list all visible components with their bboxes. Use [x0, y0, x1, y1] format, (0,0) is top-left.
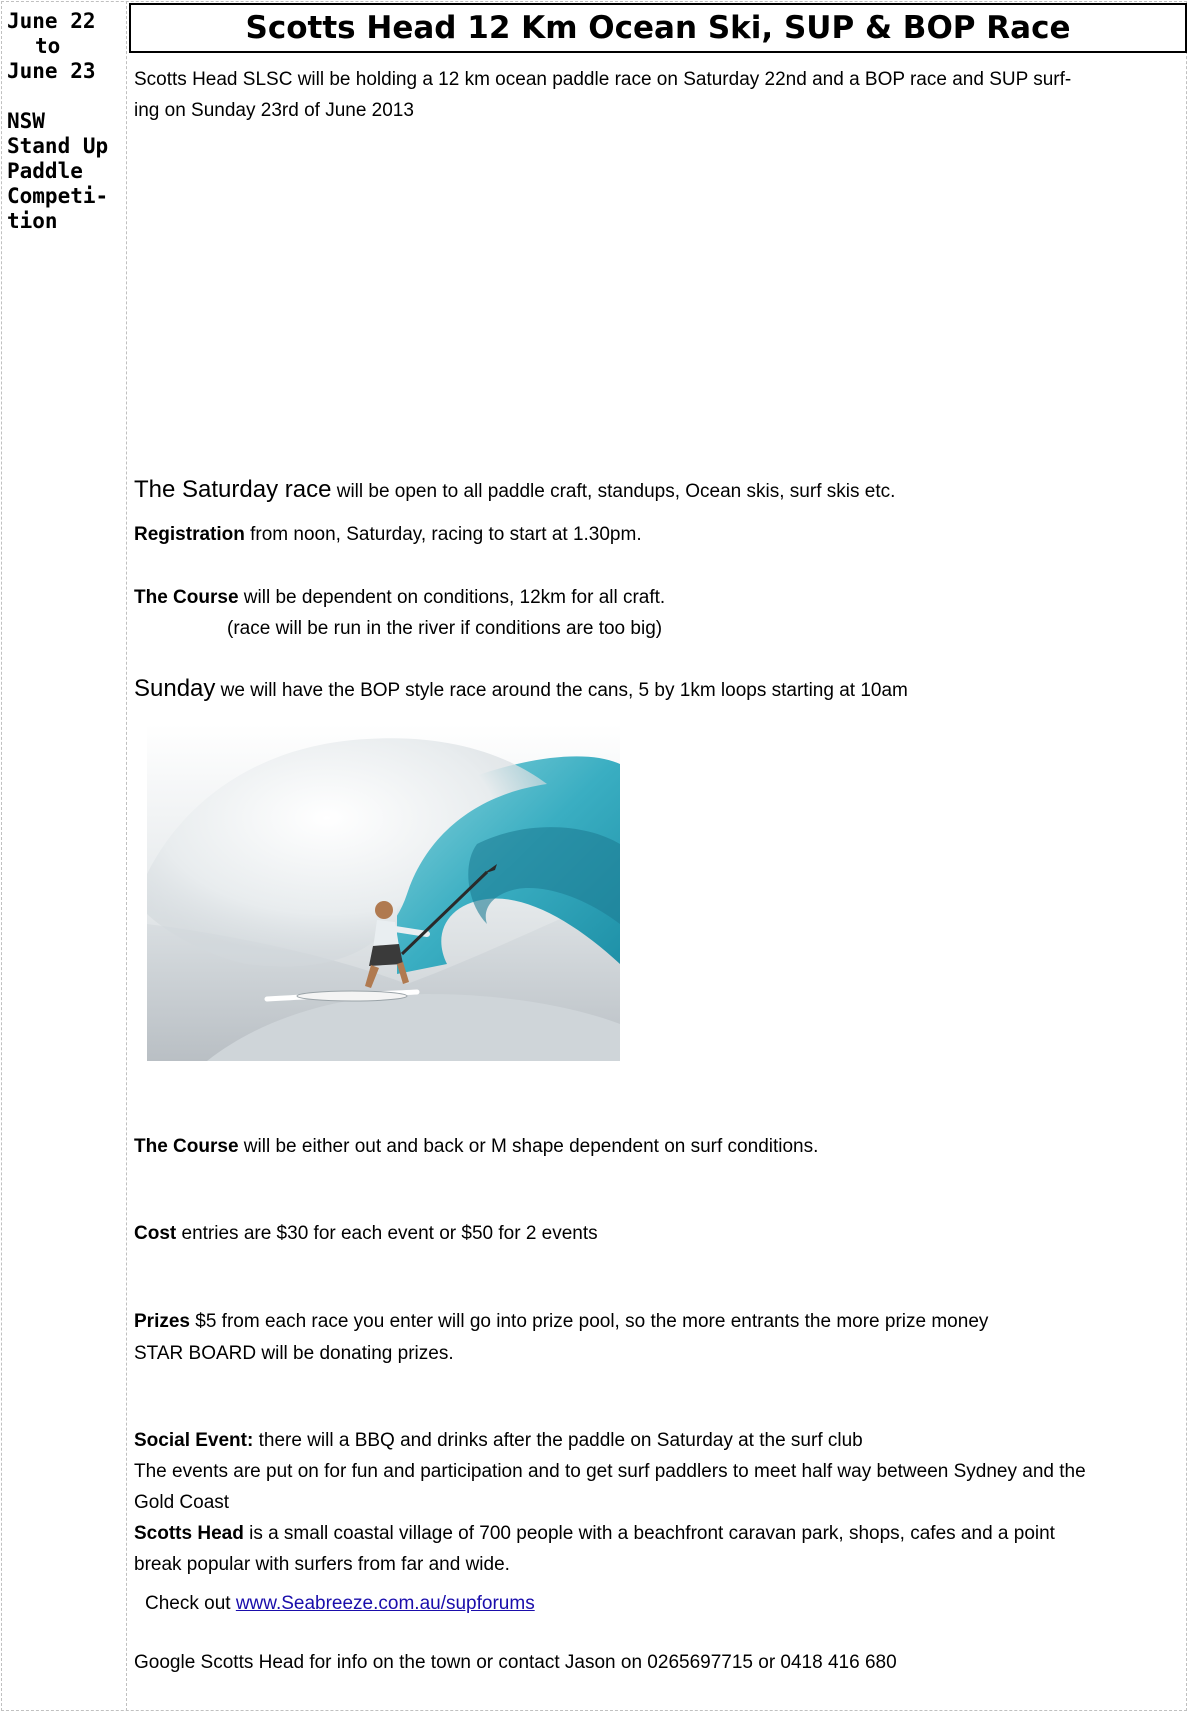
sunday-heading: Sunday: [134, 675, 216, 702]
social-text: there will a BBQ and drinks after the paddle on Saturday at the surf club: [253, 1430, 863, 1451]
course1-note: (race will be run in the river if conditions are too big): [227, 618, 663, 639]
course1-paragraph: [134, 582, 665, 613]
social-line-2: The events are put on for fun and participation and to get surf paddlers to meet half way between Sydney and the: [134, 1461, 1086, 1482]
registration-paragraph: [134, 519, 642, 550]
sidebar-label-line: Stand Up: [7, 134, 109, 158]
prizes-text: $5 from each race you enter will go into prize pool, so the more entrants the more prize money: [189, 1311, 989, 1332]
sidebar-label-line: Competi-: [7, 184, 109, 208]
sunday-text: we will have the BOP style race around the cans, 5 by 1km loops starting at 10am: [215, 680, 908, 701]
contact-paragraph: Google Scotts Head for info on the town or contact Jason on 0265697715 or 0418 416 680: [134, 1652, 897, 1673]
social-label: Social Event:: [134, 1430, 254, 1451]
page-title: Scotts Head 12 Km Ocean Ski, SUP & BOP Race: [129, 3, 1187, 53]
cost-label: Cost: [134, 1223, 177, 1244]
intro-line-2: ing on Sunday 23rd of June 2013: [134, 100, 414, 121]
sidebar-label-line: Paddle: [7, 159, 83, 183]
cost-text: entries are $30 for each event or $50 for 2 events: [176, 1223, 598, 1244]
scotts-paragraph: [134, 1518, 1055, 1549]
prizes-line-2: STAR BOARD will be donating prizes.: [134, 1343, 454, 1364]
checkout-paragraph: [145, 1588, 535, 1619]
intro-line-1: Scotts Head SLSC will be holding a 12 km ocean paddle race on Saturday 22nd and a BOP race and SUP surf-: [134, 69, 1072, 90]
saturday-text: will be open to all paddle craft, standups, Ocean skis, surf skis etc.: [331, 481, 896, 502]
sunday-paragraph: [134, 673, 908, 706]
prizes-paragraph: [134, 1306, 988, 1337]
course2-paragraph: [134, 1131, 818, 1162]
sidebar: [1, 1, 127, 1711]
registration-text: from noon, Saturday, racing to start at 1.30pm.: [244, 524, 642, 545]
sidebar-date-end: June 23: [7, 59, 96, 83]
sidebar-label-line: NSW: [7, 109, 45, 133]
scotts-text: is a small coastal village of 700 people with a beachfront caravan park, shops, cafes and a point: [243, 1523, 1055, 1544]
surfer-photo: [147, 724, 620, 1061]
course1-label: The Course: [134, 587, 239, 608]
saturday-paragraph: [134, 474, 895, 507]
surfer-photo-icon: [147, 724, 620, 1061]
prizes-label: Prizes: [134, 1311, 190, 1332]
cost-paragraph: [134, 1218, 598, 1249]
social-paragraph: [134, 1425, 863, 1456]
saturday-heading: The Saturday race: [134, 476, 332, 503]
course2-label: The Course: [134, 1136, 239, 1157]
course1-text: will be dependent on conditions, 12km for all craft.: [238, 587, 666, 608]
sidebar-text: [7, 9, 125, 234]
course2-text: will be either out and back or M shape dependent on surf conditions.: [238, 1136, 819, 1157]
sidebar-date-to: to: [35, 34, 61, 58]
sidebar-label-line: tion: [7, 209, 58, 233]
checkout-prefix: Check out: [145, 1593, 236, 1614]
sidebar-date-start: June 22: [7, 9, 96, 33]
seabreeze-link[interactable]: www.Seabreeze.com.au/supforums: [235, 1593, 535, 1614]
registration-label: Registration: [134, 524, 245, 545]
scotts-line-2: break popular with surfers from far and wide.: [134, 1554, 510, 1575]
scotts-label: Scotts Head: [134, 1523, 244, 1544]
social-line-3: Gold Coast: [134, 1492, 230, 1513]
